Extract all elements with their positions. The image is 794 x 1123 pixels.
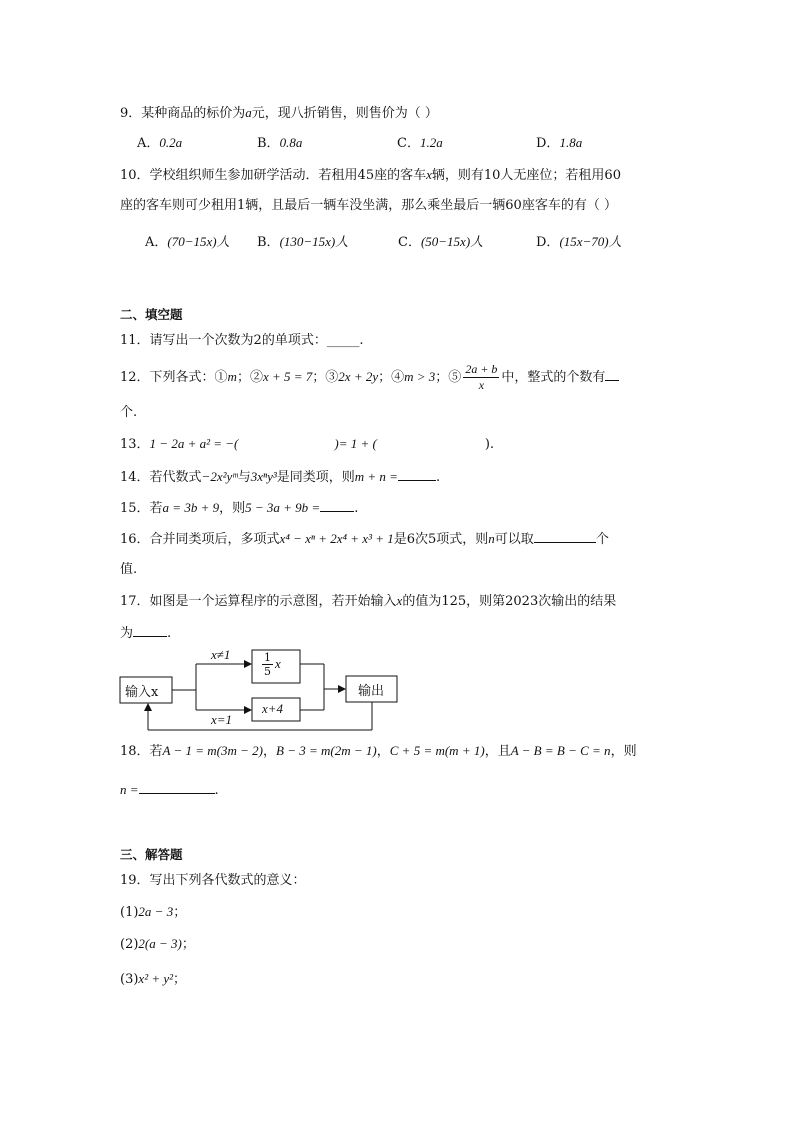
- q10-option-d[interactable]: D．(15x−70)人: [536, 234, 622, 250]
- q18-line1: 18．若A − 1 = m(3m − 2)，B − 3 = m(2m − 1)，C + 5 = m(m + 1)，且A − B = B − C = n，则: [120, 743, 637, 759]
- flow-condition-not-one: x≠1: [211, 647, 231, 662]
- q19-item-2: (2)2(a − 3)；: [120, 936, 195, 952]
- section-answer: 三、解答题: [120, 847, 183, 862]
- flow-op2: x+4: [262, 701, 284, 716]
- section-fill-in: 二、填空题: [120, 307, 183, 322]
- q10-option-a[interactable]: A．(70−15x)人: [145, 234, 230, 250]
- q19-stem: 19．写出下列各代数式的意义：: [120, 873, 306, 888]
- q16-line1: 16．合并同类项后，多项式x⁴ − xⁿ + 2x⁴ + x³ + 1是6次5项式，则n可以取 个: [120, 528, 609, 550]
- q10-option-b[interactable]: B．(130−15x)人: [257, 234, 349, 250]
- q16-line2: 值.: [120, 562, 138, 577]
- q9-stem: 9．某种商品的标价为a元，现八折销售，则售价为（ ）: [120, 105, 438, 121]
- q9-option-b[interactable]: B．0.8a: [257, 135, 303, 151]
- q13: 13．1 − 2a + a² = −( )= 1 + ( ).: [120, 436, 495, 452]
- q15-blank[interactable]: [320, 497, 354, 512]
- q15: 15．若a = 3b + 9，则5 − 3a + 9b = .: [120, 497, 358, 519]
- q9-option-a[interactable]: A．0.2a: [137, 135, 183, 151]
- q19-item-3: (3)x² + y²；: [120, 971, 187, 987]
- q17-line2: 为 .: [120, 622, 171, 644]
- q9-option-d[interactable]: D．1.8a: [536, 135, 583, 151]
- q12-line1: 12．下列各式：①m；②x + 5 = 7；③2x + 2y；④m > 3；⑤ $\frac{2a + b}{x}$ 中，整式的个数有: [120, 362, 619, 393]
- q16-blank[interactable]: [534, 528, 596, 543]
- q19-item-1: (1)2a − 3；: [120, 904, 187, 920]
- flow-input-box: 输入x: [125, 685, 159, 700]
- q9-option-c[interactable]: C．1.2a: [397, 135, 443, 151]
- q10-option-c[interactable]: C．(50−15x)人: [398, 234, 484, 250]
- q11: 11．请写出一个次数为2的单项式：_____.: [120, 333, 364, 348]
- q17-blank[interactable]: [133, 622, 167, 637]
- q14-blank[interactable]: [398, 466, 436, 481]
- q12-fraction: $\frac{2a + b}{x}$: [465, 362, 498, 392]
- q12-blank[interactable]: [605, 366, 619, 381]
- q12-line2: 个.: [120, 405, 138, 420]
- operation-flowchart: [118, 646, 408, 736]
- flow-output-box: 输出: [358, 684, 385, 699]
- q10-line2: 座的客车则可少租用1辆，且最后一辆车没坐满，那么乘坐最后一辆60座客车的有（ ）: [120, 198, 617, 213]
- q18-line2: n = .: [120, 779, 219, 801]
- q14: 14．若代数式−2x²yᵐ与3xⁿy³是同类项，则m + n = .: [120, 466, 440, 488]
- q18-blank[interactable]: [139, 779, 215, 794]
- q17-line1: 17．如图是一个运算程序的示意图，若开始输入x的值为125，则第2023次输出的结果: [120, 593, 617, 609]
- flow-condition-one: x=1: [211, 712, 233, 727]
- flow-op1: $\frac{1}{5}$ x: [264, 651, 281, 678]
- q10-line1: 10．学校组织师生参加研学活动．若租用45座的客车x辆，则有10人无座位；若租用60: [120, 167, 621, 183]
